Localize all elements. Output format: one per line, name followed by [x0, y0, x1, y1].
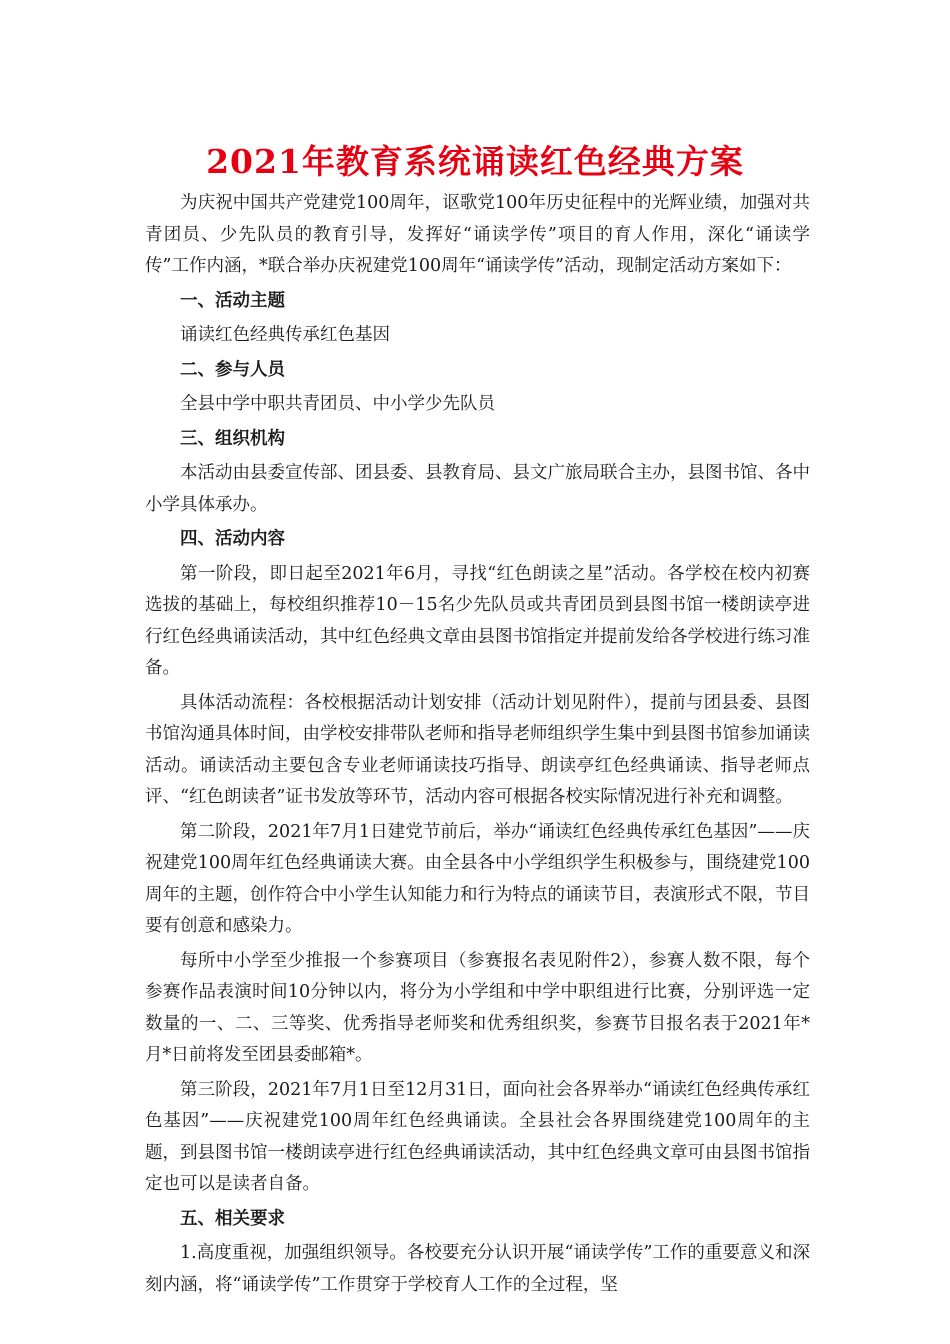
- content-paragraph-stage2: 第二阶段，2021年7月1日建党节前后，举办“诵读红色经典传承红色基因”——庆祝建党100周年红色经典诵读大赛。由全县各中小学组织学生积极参与，围绕建党100周年的主题，创作符合中小学生认知能力和行为特点的诵读节目，表演形式不限，节目要有创意和感染力。: [145, 821, 810, 936]
- content-paragraph-registration: 每所中小学至少推报一个参赛项目（参赛报名表见附件2），参赛人数不限，每个参赛作品表演时间10分钟以内，将分为小学组和中学中职组进行比赛，分别评选一定数量的一、二、三等奖、优秀指导老师奖和优秀组织奖，参赛节目报名表于2021年*月*日前将发至团县委邮箱*。: [145, 950, 810, 1065]
- section-heading-requirements: 五、相关要求: [180, 1208, 285, 1229]
- intro-paragraph: 为庆祝中国共产党建党100周年，讴歌党100年历史征程中的光辉业绩，加强对共青团员、少先队员的教育引导，发挥好“诵读学传”项目的育人作用，深化“诵读学传”工作内涵，*联合举办庆祝建党100周年“诵读学传”活动，现制定活动方案如下：: [145, 193, 810, 276]
- document-body: [145, 188, 810, 1304]
- section-text-theme: 诵读红色经典传承红色基因: [180, 325, 390, 345]
- section-heading-theme: 一、活动主题: [180, 290, 285, 311]
- section-heading-organization: 三、组织机构: [180, 428, 285, 449]
- content-paragraph-stage1: 第一阶段，即日起至2021年6月，寻找“红色朗读之星”活动。各学校在校内初赛选拔的基础上，每校组织推荐10－15名少先队员或共青团员到县图书馆一楼朗读亭进行红色经典诵读活动，其中红色经典文章由县图书馆指定并提前发给各学校进行练习准备。: [145, 563, 810, 678]
- section-heading-content: 四、活动内容: [180, 529, 285, 549]
- document-title: 2021年教育系统诵读红色经典方案: [206, 142, 744, 181]
- section-text-participants: 全县中学中职共青团员、中小学少先队员: [180, 394, 495, 414]
- section-heading-participants: 二、参与人员: [180, 359, 285, 380]
- section-text-organization: 本活动由县委宣传部、团县委、县教育局、县文广旅局联合主办，县图书馆、各中小学具体承办。: [145, 463, 810, 515]
- content-paragraph-process: 具体活动流程：各校根据活动计划安排（活动计划见附件），提前与团县委、县图书馆沟通具体时间，由学校安排带队老师和指导老师组织学生集中到县图书馆参加诵读活动。诵读活动主要包含专业老师诵读技巧指导、朗读亭红色经典诵读、指导老师点评、“红色朗读者”证书发放等环节，活动内容可根据各校实际情况进行补充和调整。: [145, 692, 810, 807]
- content-paragraph-stage3: 第三阶段，2021年7月1日至12月31日，面向社会各界举办“诵读红色经典传承红色基因”——庆祝建党100周年红色经典诵读。全县社会各界围绕建党100周年的主题，到县图书馆一楼朗读亭进行红色经典诵读活动，其中红色经典文章可由县图书馆指定也可以是读者自备。: [145, 1079, 810, 1194]
- requirements-paragraph-1: 1.高度重视，加强组织领导。各校要充分认识开展“诵读学传”工作的重要意义和深刻内涵，将“诵读学传”工作贯穿于学校育人工作的全过程，坚: [145, 1243, 810, 1295]
